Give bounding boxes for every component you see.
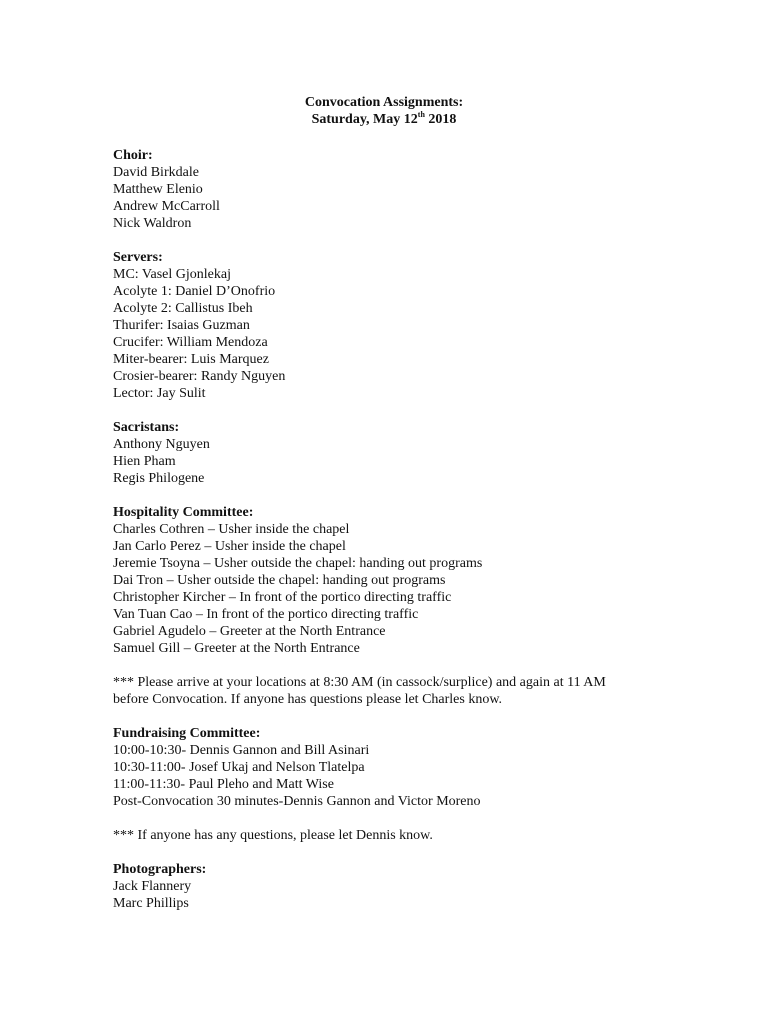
list-item: 10:30-11:00- Josef Ukaj and Nelson Tlatelpa (113, 760, 365, 775)
section-sacristans (113, 419, 733, 487)
section-fundraising-committee (113, 725, 733, 810)
list-item: Dai Tron – Usher outside the chapel: handing out programs (113, 573, 446, 588)
list-item: Matthew Elenio (113, 182, 203, 197)
list-item: 10:00-10:30- Dennis Gannon and Bill Asinari (113, 743, 370, 758)
date-ordinal-suffix: th (417, 110, 425, 119)
list-item: Hien Pham (113, 454, 176, 469)
hospitality-arrival-note (113, 674, 733, 708)
list-item: Nick Waldron (113, 216, 192, 231)
section-hospitality-committee (113, 504, 733, 657)
list-item: 11:00-11:30- Paul Pleho and Matt Wise (113, 777, 334, 792)
document-body (113, 147, 733, 929)
section-heading: Servers: (113, 250, 163, 265)
list-item: Marc Phillips (113, 896, 189, 911)
list-item: Thurifer: Isaias Guzman (113, 318, 250, 333)
list-item: Acolyte 1: Daniel D’Onofrio (113, 284, 276, 299)
section-servers (113, 249, 733, 402)
note-line: *** Please arrive at your locations at 8:30 AM (in cassock/surplice) and again at 11 AM (113, 675, 606, 690)
document-title: Convocation Assignments: (304, 95, 464, 110)
section-photographers (113, 861, 733, 912)
document-date (0, 111, 768, 128)
section-choir (113, 147, 733, 232)
note-line: *** If anyone has any questions, please let Dennis know. (113, 828, 433, 843)
list-item: MC: Vasel Gjonlekaj (113, 267, 231, 282)
list-item: Jan Carlo Perez – Usher inside the chapel (113, 539, 346, 554)
list-item: David Birkdale (113, 165, 199, 180)
list-item: Lector: Jay Sulit (113, 386, 206, 401)
list-item: Acolyte 2: Callistus Ibeh (113, 301, 253, 316)
section-heading: Hospitality Committee: (113, 505, 254, 520)
list-item: Anthony Nguyen (113, 437, 210, 452)
list-item: Van Tuan Cao – In front of the portico directing traffic (113, 607, 419, 622)
list-item: Crosier-bearer: Randy Nguyen (113, 369, 286, 384)
section-heading: Sacristans: (113, 420, 180, 435)
fundraising-questions-note (113, 827, 733, 844)
list-item: Regis Philogene (113, 471, 205, 486)
list-item: Jeremie Tsoyna – Usher outside the chapel: handing out programs (113, 556, 483, 571)
list-item: Gabriel Agudelo – Greeter at the North Entrance (113, 624, 386, 639)
list-item: Samuel Gill – Greeter at the North Entrance (113, 641, 360, 656)
list-item: Andrew McCarroll (113, 199, 220, 214)
list-item: Christopher Kircher – In front of the portico directing traffic (113, 590, 452, 605)
list-item: Miter-bearer: Luis Marquez (113, 352, 269, 367)
note-line: before Convocation. If anyone has questions please let Charles know. (113, 692, 503, 707)
list-item: Post-Convocation 30 minutes-Dennis Gannon and Victor Moreno (113, 794, 481, 809)
date-prefix: Saturday, May 12 (311, 112, 418, 127)
list-item: Jack Flannery (113, 879, 192, 894)
list-item: Crucifer: William Mendoza (113, 335, 268, 350)
document-title-block (0, 94, 768, 128)
date-year: 2018 (424, 112, 457, 127)
list-item: Charles Cothren – Usher inside the chapel (113, 522, 350, 537)
section-heading: Photographers: (113, 862, 207, 877)
section-heading: Fundraising Committee: (113, 726, 261, 741)
section-heading: Choir: (113, 148, 153, 163)
